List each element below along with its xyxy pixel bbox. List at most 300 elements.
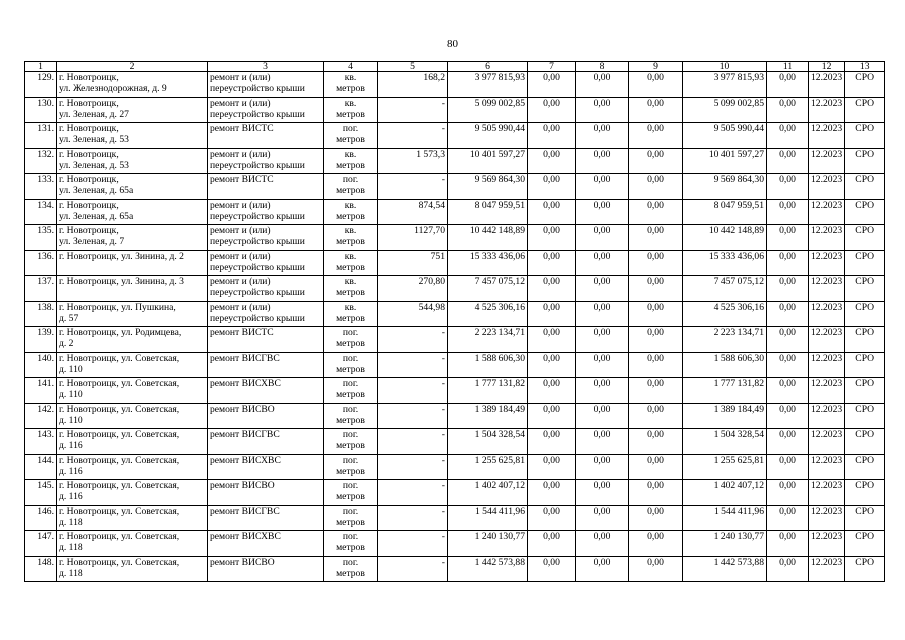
row-number: 138.	[25, 301, 57, 327]
deadline-cell: 12.2023	[809, 454, 845, 480]
cell-line: г. Новотроицк, ул. Советская,	[59, 352, 180, 364]
total-cost-cell: 10 401 597,27	[448, 148, 528, 174]
method-cell: СРО	[845, 301, 885, 327]
owners-funds-cell: 9 505 990,44	[683, 123, 767, 149]
fund-cell: 0,00	[528, 454, 576, 480]
fund-cell: 0,00	[528, 301, 576, 327]
cell-line: г. Новотроицк, ул. Советская,	[59, 480, 180, 491]
fund-cell: 0,00	[528, 174, 576, 200]
local-budget-cell: 0,00	[629, 199, 683, 225]
table-row	[25, 97, 885, 123]
column-header-5: 5	[378, 62, 448, 72]
fund-cell: 0,00	[528, 72, 576, 98]
address-cell	[57, 352, 208, 378]
column-header-9: 9	[629, 62, 683, 72]
budget-cell: 0,00	[576, 148, 629, 174]
column-header-11: 11	[767, 62, 809, 72]
local-budget-cell: 0,00	[629, 556, 683, 582]
cell-line: г. Новотроицк, ул. Советская,	[59, 403, 180, 415]
method-cell: СРО	[845, 225, 885, 251]
cell-line: кв.	[344, 199, 357, 211]
column-header-7: 7	[528, 62, 576, 72]
cell-line: ремонт и (или)	[210, 199, 271, 211]
cell-line: д. 116	[59, 465, 83, 477]
owners-funds-cell: 8 047 959,51	[683, 199, 767, 225]
column-header-12: 12	[809, 62, 845, 72]
cell-line: пог.	[342, 123, 359, 134]
row-number: 131.	[25, 123, 57, 149]
other-funds-cell: 0,00	[767, 505, 809, 531]
row-number: 136.	[25, 250, 57, 276]
cell-line: метров	[336, 83, 365, 95]
row-number: 133.	[25, 174, 57, 200]
local-budget-cell: 0,00	[629, 148, 683, 174]
table-row	[25, 276, 885, 302]
cell-line: ремонт и (или)	[210, 225, 271, 236]
work-type-cell	[208, 454, 324, 480]
owners-funds-cell: 1 588 606,30	[683, 352, 767, 378]
cell-line: пог.	[342, 352, 359, 364]
cell-line: д. 110	[59, 363, 83, 375]
address-cell	[57, 378, 208, 404]
cell-line: пог.	[342, 429, 359, 440]
other-funds-cell: 0,00	[767, 225, 809, 251]
cell-line: метров	[336, 440, 365, 452]
cell-line: переустройство крыши	[210, 312, 305, 324]
cell-line: метров	[336, 210, 365, 222]
cell-line: д. 110	[59, 414, 83, 426]
cell-line: г. Новотроицк, ул. Зинина, д. 2	[59, 250, 184, 262]
cell-line: ремонт ВИСВО	[210, 480, 275, 491]
cell-line: ремонт ВИСТС	[210, 123, 274, 134]
total-cost-cell: 1 402 407,12	[448, 480, 528, 506]
deadline-cell: 12.2023	[809, 97, 845, 123]
unit-cell	[324, 531, 378, 557]
local-budget-cell: 0,00	[629, 352, 683, 378]
other-funds-cell: 0,00	[767, 327, 809, 353]
cell-line: пог.	[342, 505, 359, 517]
address-cell	[57, 301, 208, 327]
column-header-8: 8	[576, 62, 629, 72]
fund-cell: 0,00	[528, 276, 576, 302]
table-body	[25, 72, 885, 582]
cell-line: метров	[336, 516, 365, 528]
address-cell	[57, 403, 208, 429]
deadline-cell: 12.2023	[809, 148, 845, 174]
volume-cell: -	[378, 97, 448, 123]
local-budget-cell: 0,00	[629, 174, 683, 200]
cell-line: кв.	[344, 72, 357, 83]
cell-line: г. Новотроицк, ул. Советская,	[59, 531, 180, 542]
fund-cell: 0,00	[528, 480, 576, 506]
work-type-cell	[208, 276, 324, 302]
fund-cell: 0,00	[528, 505, 576, 531]
cell-line: кв.	[344, 148, 357, 160]
row-number: 137.	[25, 276, 57, 302]
total-cost-cell: 1 504 328,54	[448, 429, 528, 455]
cell-line: метров	[336, 185, 365, 197]
unit-cell	[324, 429, 378, 455]
table-row	[25, 123, 885, 149]
deadline-cell: 12.2023	[809, 556, 845, 582]
address-cell	[57, 174, 208, 200]
fund-cell: 0,00	[528, 352, 576, 378]
table-row	[25, 148, 885, 174]
cell-line: кв.	[344, 301, 357, 313]
table-row	[25, 327, 885, 353]
owners-funds-cell: 1 777 131,82	[683, 378, 767, 404]
cell-line: переустройство крыши	[210, 108, 305, 120]
cell-line: переустройство крыши	[210, 83, 305, 95]
total-cost-cell: 1 588 606,30	[448, 352, 528, 378]
cell-line: ремонт и (или)	[210, 250, 271, 262]
table-row	[25, 531, 885, 557]
unit-cell	[324, 199, 378, 225]
work-type-cell	[208, 505, 324, 531]
cell-line: ремонт ВИСГВС	[210, 352, 280, 364]
address-cell	[57, 199, 208, 225]
row-number: 140.	[25, 352, 57, 378]
unit-cell	[324, 378, 378, 404]
volume-cell: -	[378, 480, 448, 506]
cell-line: г. Новотроицк, ул. Советская,	[59, 378, 180, 389]
deadline-cell: 12.2023	[809, 352, 845, 378]
column-header-1: 1	[25, 62, 57, 72]
cell-line: г. Новотроицк, ул. Пушкина,	[59, 301, 176, 313]
work-type-cell	[208, 378, 324, 404]
volume-cell: 751	[378, 250, 448, 276]
address-cell	[57, 276, 208, 302]
volume-cell: 1 573,3	[378, 148, 448, 174]
column-header-3: 3	[208, 62, 324, 72]
cell-line: д. 57	[59, 312, 79, 324]
work-type-cell	[208, 250, 324, 276]
other-funds-cell: 0,00	[767, 276, 809, 302]
budget-cell: 0,00	[576, 97, 629, 123]
deadline-cell: 12.2023	[809, 429, 845, 455]
cell-line: ремонт ВИСТС	[210, 174, 274, 185]
volume-cell: 1127,70	[378, 225, 448, 251]
table-row	[25, 480, 885, 506]
cell-line: пог.	[342, 403, 359, 415]
cell-line: метров	[336, 287, 365, 299]
table-row	[25, 225, 885, 251]
work-type-cell	[208, 429, 324, 455]
address-cell	[57, 327, 208, 353]
total-cost-cell: 10 442 148,89	[448, 225, 528, 251]
volume-cell: 544,98	[378, 301, 448, 327]
fund-cell: 0,00	[528, 225, 576, 251]
owners-funds-cell: 5 099 002,85	[683, 97, 767, 123]
table-row	[25, 250, 885, 276]
fund-cell: 0,00	[528, 327, 576, 353]
total-cost-cell: 1 544 411,96	[448, 505, 528, 531]
total-cost-cell: 5 099 002,85	[448, 97, 528, 123]
cell-line: г. Новотроицк, ул. Родимцева,	[59, 327, 182, 338]
deadline-cell: 12.2023	[809, 72, 845, 98]
volume-cell: -	[378, 454, 448, 480]
work-type-cell	[208, 72, 324, 98]
cell-line: метров	[336, 465, 365, 477]
table-row	[25, 378, 885, 404]
row-number: 146.	[25, 505, 57, 531]
row-number: 129.	[25, 72, 57, 98]
budget-cell: 0,00	[576, 276, 629, 302]
cell-line: ул. Зеленая, д. 65а	[59, 185, 134, 197]
fund-cell: 0,00	[528, 250, 576, 276]
unit-cell	[324, 352, 378, 378]
other-funds-cell: 0,00	[767, 199, 809, 225]
local-budget-cell: 0,00	[629, 403, 683, 429]
cell-line: метров	[336, 567, 365, 579]
cell-line: кв.	[344, 225, 357, 236]
table-row	[25, 199, 885, 225]
total-cost-cell: 1 389 184,49	[448, 403, 528, 429]
page-number: 80	[447, 38, 458, 50]
deadline-cell: 12.2023	[809, 378, 845, 404]
unit-cell	[324, 123, 378, 149]
owners-funds-cell: 9 569 864,30	[683, 174, 767, 200]
total-cost-cell: 1 777 131,82	[448, 378, 528, 404]
method-cell: СРО	[845, 480, 885, 506]
cell-line: ремонт ВИСВО	[210, 403, 275, 415]
owners-funds-cell: 1 544 411,96	[683, 505, 767, 531]
deadline-cell: 12.2023	[809, 276, 845, 302]
work-type-cell	[208, 301, 324, 327]
cell-line: метров	[336, 389, 365, 401]
column-header-13: 13	[845, 62, 885, 72]
work-type-cell	[208, 480, 324, 506]
unit-cell	[324, 454, 378, 480]
cell-line: переустройство крыши	[210, 210, 305, 222]
other-funds-cell: 0,00	[767, 531, 809, 557]
owners-funds-cell: 10 442 148,89	[683, 225, 767, 251]
budget-cell: 0,00	[576, 403, 629, 429]
cell-line: ремонт ВИСХВС	[210, 378, 281, 389]
address-cell	[57, 97, 208, 123]
address-cell	[57, 454, 208, 480]
row-number: 135.	[25, 225, 57, 251]
volume-cell: 270,80	[378, 276, 448, 302]
work-type-cell	[208, 174, 324, 200]
method-cell: СРО	[845, 123, 885, 149]
table-row	[25, 72, 885, 98]
owners-funds-cell: 3 977 815,93	[683, 72, 767, 98]
table-row	[25, 556, 885, 582]
method-cell: СРО	[845, 97, 885, 123]
deadline-cell: 12.2023	[809, 174, 845, 200]
local-budget-cell: 0,00	[629, 454, 683, 480]
cell-line: ремонт ВИСВО	[210, 556, 275, 568]
other-funds-cell: 0,00	[767, 72, 809, 98]
local-budget-cell: 0,00	[629, 97, 683, 123]
owners-funds-cell: 1 255 625,81	[683, 454, 767, 480]
method-cell: СРО	[845, 403, 885, 429]
cell-line: ул. Зеленая, д. 65а	[59, 210, 134, 222]
budget-cell: 0,00	[576, 327, 629, 353]
cell-line: г. Новотроицк,	[59, 199, 119, 211]
owners-funds-cell: 2 223 134,71	[683, 327, 767, 353]
cell-line: д. 118	[59, 516, 83, 528]
cell-line: метров	[336, 542, 365, 554]
total-cost-cell: 3 977 815,93	[448, 72, 528, 98]
cell-line: ул. Зеленая, д. 53	[59, 159, 129, 171]
address-cell	[57, 480, 208, 506]
cell-line: ремонт и (или)	[210, 72, 271, 83]
budget-cell: 0,00	[576, 123, 629, 149]
cell-line: г. Новотроицк,	[59, 72, 119, 83]
row-number: 142.	[25, 403, 57, 429]
column-header-10: 10	[683, 62, 767, 72]
cell-line: г. Новотроицк, ул. Советская,	[59, 556, 180, 568]
cell-line: ремонт ВИСТС	[210, 327, 274, 338]
deadline-cell: 12.2023	[809, 301, 845, 327]
work-type-cell	[208, 531, 324, 557]
fund-cell: 0,00	[528, 123, 576, 149]
cell-line: ремонт и (или)	[210, 301, 271, 313]
cell-line: ремонт и (или)	[210, 97, 271, 109]
cell-line: ул. Зеленая, д. 53	[59, 134, 129, 146]
fund-cell: 0,00	[528, 378, 576, 404]
row-number: 141.	[25, 378, 57, 404]
cell-line: г. Новотроицк, ул. Советская,	[59, 454, 180, 466]
other-funds-cell: 0,00	[767, 301, 809, 327]
total-cost-cell: 9 569 864,30	[448, 174, 528, 200]
total-cost-cell: 15 333 436,06	[448, 250, 528, 276]
method-cell: СРО	[845, 250, 885, 276]
cell-line: метров	[336, 491, 365, 503]
cell-line: метров	[336, 236, 365, 248]
cell-line: г. Новотроицк, ул. Советская,	[59, 429, 180, 440]
row-number: 143.	[25, 429, 57, 455]
volume-cell: -	[378, 429, 448, 455]
volume-cell: -	[378, 531, 448, 557]
volume-cell: -	[378, 556, 448, 582]
work-type-cell	[208, 403, 324, 429]
budget-cell: 0,00	[576, 505, 629, 531]
unit-cell	[324, 403, 378, 429]
cell-line: д. 2	[59, 338, 74, 350]
cell-line: ремонт и (или)	[210, 276, 271, 287]
fund-cell: 0,00	[528, 556, 576, 582]
other-funds-cell: 0,00	[767, 174, 809, 200]
cell-line: д. 116	[59, 491, 83, 503]
total-cost-cell: 1 255 625,81	[448, 454, 528, 480]
cell-line: г. Новотроицк,	[59, 225, 119, 236]
cell-line: ул. Зеленая, д. 7	[59, 236, 125, 248]
fund-cell: 0,00	[528, 97, 576, 123]
total-cost-cell: 2 223 134,71	[448, 327, 528, 353]
work-type-cell	[208, 352, 324, 378]
deadline-cell: 12.2023	[809, 199, 845, 225]
cell-line: метров	[336, 363, 365, 375]
fund-cell: 0,00	[528, 403, 576, 429]
cell-line: д. 116	[59, 440, 83, 452]
row-number: 147.	[25, 531, 57, 557]
other-funds-cell: 0,00	[767, 148, 809, 174]
budget-cell: 0,00	[576, 352, 629, 378]
deadline-cell: 12.2023	[809, 250, 845, 276]
column-header-4: 4	[324, 62, 378, 72]
unit-cell	[324, 72, 378, 98]
total-cost-cell: 4 525 306,16	[448, 301, 528, 327]
cell-line: г. Новотроицк,	[59, 97, 119, 109]
table-row	[25, 352, 885, 378]
method-cell: СРО	[845, 327, 885, 353]
budget-cell: 0,00	[576, 378, 629, 404]
volume-cell: -	[378, 403, 448, 429]
budget-cell: 0,00	[576, 480, 629, 506]
local-budget-cell: 0,00	[629, 72, 683, 98]
owners-funds-cell: 1 389 184,49	[683, 403, 767, 429]
deadline-cell: 12.2023	[809, 123, 845, 149]
local-budget-cell: 0,00	[629, 250, 683, 276]
unit-cell	[324, 556, 378, 582]
row-number: 130.	[25, 97, 57, 123]
fund-cell: 0,00	[528, 199, 576, 225]
row-number: 132.	[25, 148, 57, 174]
work-type-cell	[208, 556, 324, 582]
other-funds-cell: 0,00	[767, 378, 809, 404]
cell-line: переустройство крыши	[210, 236, 305, 248]
volume-cell: 874,54	[378, 199, 448, 225]
cell-line: метров	[336, 312, 365, 324]
cell-line: пог.	[342, 480, 359, 491]
method-cell: СРО	[845, 429, 885, 455]
budget-cell: 0,00	[576, 454, 629, 480]
budget-cell: 0,00	[576, 199, 629, 225]
volume-cell: -	[378, 378, 448, 404]
method-cell: СРО	[845, 378, 885, 404]
table-row	[25, 429, 885, 455]
table-row	[25, 505, 885, 531]
cell-line: д. 118	[59, 567, 83, 579]
cell-line: д. 110	[59, 389, 83, 401]
volume-cell: -	[378, 327, 448, 353]
deadline-cell: 12.2023	[809, 531, 845, 557]
cell-line: пог.	[342, 531, 359, 542]
cell-line: г. Новотроицк, ул. Зинина, д. 3	[59, 276, 184, 287]
unit-cell	[324, 327, 378, 353]
cell-line: переустройство крыши	[210, 287, 305, 299]
other-funds-cell: 0,00	[767, 250, 809, 276]
unit-cell	[324, 276, 378, 302]
row-number: 145.	[25, 480, 57, 506]
row-number: 139.	[25, 327, 57, 353]
capital-repair-table	[24, 61, 885, 582]
owners-funds-cell: 10 401 597,27	[683, 148, 767, 174]
method-cell: СРО	[845, 199, 885, 225]
cell-line: пог.	[342, 454, 359, 466]
budget-cell: 0,00	[576, 174, 629, 200]
cell-line: метров	[336, 414, 365, 426]
local-budget-cell: 0,00	[629, 123, 683, 149]
cell-line: пог.	[342, 327, 359, 338]
deadline-cell: 12.2023	[809, 480, 845, 506]
cell-line: ул. Железнодорожная, д. 9	[59, 83, 167, 95]
other-funds-cell: 0,00	[767, 352, 809, 378]
total-cost-cell: 7 457 075,12	[448, 276, 528, 302]
total-cost-cell: 1 442 573,88	[448, 556, 528, 582]
budget-cell: 0,00	[576, 556, 629, 582]
volume-cell: -	[378, 123, 448, 149]
cell-line: г. Новотроицк,	[59, 148, 119, 160]
method-cell: СРО	[845, 148, 885, 174]
unit-cell	[324, 174, 378, 200]
unit-cell	[324, 505, 378, 531]
cell-line: метров	[336, 338, 365, 350]
row-number: 134.	[25, 199, 57, 225]
